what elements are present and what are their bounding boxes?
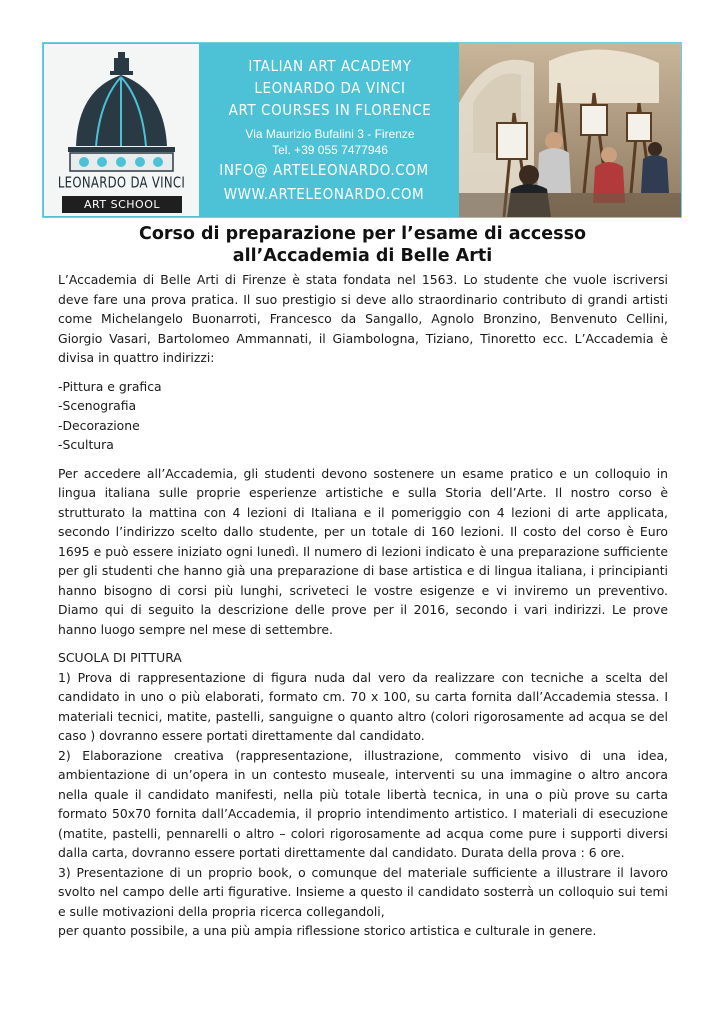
prova-2: 2) Elaborazione creativa (rappresentazione, illustrazione, commento visivo di una idea, ambientazione di un’opera in un contesto museale, interventi su una immagine o altro ancora nella quale il candidato manifesti, nella più totale libertà tecnica, in una o più prove su carta formato 50x70 fornita dall’Accademia, il proprio intendimento artistico. I materiali di esecuzione (matite, pastelli, pennarelli o altro – colori rigorosamente ad acqua come pure i supporti diversi dalla carta, dovranno essere portati direttamente dal candidato. Durata della prova : 6 ore.	[58, 747, 668, 860]
title-line-2: all’Accademia di Belle Arti	[232, 246, 493, 266]
indirizzi-list	[58, 377, 668, 455]
prova-1: 1) Prova di rappresentazione di figura nuda dal vero da realizzare con tecniche a scelta del candidato in uno o più elaborati, formato cm. 70 x 100, su carta fornita dall’Accademia stessa. I materiali tecnici, matite, pastelli, sanguigne o quanto altro (colori rigorosamente ad acqua se del caso ) dovranno essere portati direttamente dal candidato.	[58, 669, 668, 743]
intro-paragraph: L’Accademia di Belle Arti di Firenze è stata fondata nel 1563. Lo studente che vuole iscriversi deve fare una prova pratica. Il suo prestigio si deve allo straordinario contributo di grandi artisti come Michelangelo Buonarroti, Francesco da Sangallo, Agnolo Bronzino, Benvenuto Cellini, Giorgio Vasari, Bartolomeo Ammannati, il Giambologna, Tiziano, Tinoretto ecc. L’Accademia è divisa in quattro indirizzi:	[58, 272, 668, 365]
banner-line-courses: ART COURSES IN FLORENCE	[228, 101, 432, 119]
school-logo	[44, 44, 199, 216]
banner-website: WWW.ARTELEONARDO.COM	[223, 185, 425, 203]
document-body	[58, 270, 668, 941]
list-item: -Scenografia	[58, 398, 137, 413]
prova-3-continued: per quanto possibile, a una più ampia riflessione storico artistica e culturale in genere.	[58, 923, 597, 938]
banner-info	[201, 43, 459, 217]
list-item: -Scultura	[58, 437, 114, 452]
list-item: -Pittura e grafica	[58, 378, 162, 394]
title-line-1: Corso di preparazione per l’esame di accesso	[138, 224, 587, 244]
banner-address: Via Maurizio Bufalini 3 - Firenze	[245, 127, 415, 141]
page-title	[40, 223, 685, 267]
banner-line-name: LEONARDO DA VINCI	[254, 79, 406, 97]
section-heading: SCUOLA DI PITTURA	[58, 650, 182, 665]
banner-email: INFO@ ARTELEONARDO.COM	[219, 161, 429, 179]
banner-line-academy: ITALIAN ART ACADEMY	[248, 57, 412, 75]
header-banner	[42, 42, 682, 218]
list-item: -Decorazione	[58, 417, 140, 433]
logo-title: LEONARDO DA VINCI	[57, 174, 186, 193]
prova-3: 3) Presentazione di un proprio book, o comunque del materiale sufficiente a illustrare il lavoro svolto nel campo delle arti figurative. Insieme a questo il candidato sosterrà un colloquio sui temi e sulle motivazioni della propria ricerca collegandoli,	[58, 864, 668, 919]
course-paragraph: Per accedere all’Accademia, gli studenti devono sostenere un esame pratico e un colloquio in lingua italiana sulle proprie esperienze artistiche e sulla Storia dell’Arte. Il nostro corso è strutturato la mattina con 4 lezioni di Italiana e il pomeriggio con 4 lezioni di arte applicata, secondo l’indirizzo scelto dallo studente, per un totale di 160 lezioni. Il costo del corso è Euro 1695 e può essere iniziato ogni lunedì. Il numero di lezioni indicato è una preparazione sufficiente per gli studenti che hanno già una preparazione di base artistica e di lingua italiana, i principianti hanno bisogno di corsi più lunghi, scriveteci le vostre esigenze e vi inviremo un preventivo. Diamo qui di seguito la descrizione delle prove per il 2016, secondo i vari indirizzi. Le prove hanno luogo sempre nel mese di settembre.	[58, 465, 668, 637]
duomo-dome-icon	[56, 50, 187, 174]
banner-phone: Tel. +39 055 7477946	[272, 143, 388, 157]
art-class-photo	[459, 43, 681, 217]
logo-subtitle: ART SCHOOL	[62, 196, 182, 213]
